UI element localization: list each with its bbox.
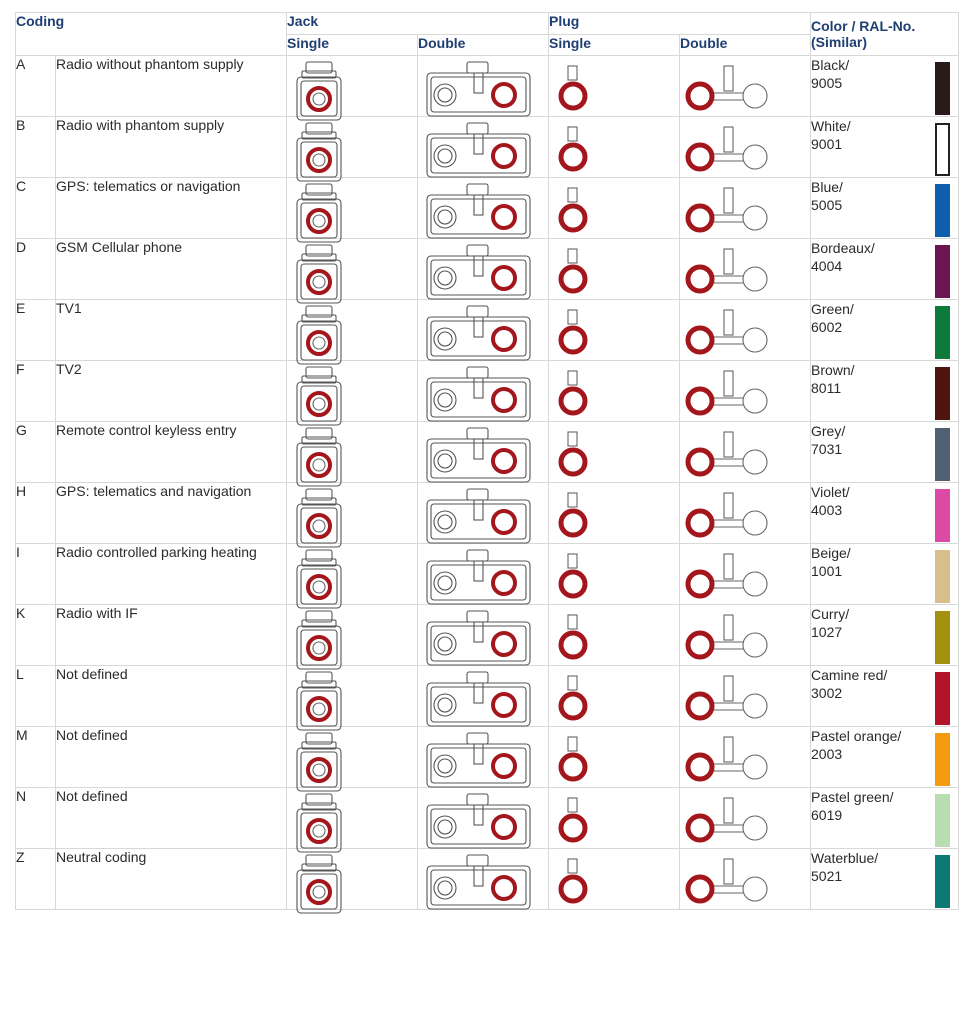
color-name: Green/ [811, 301, 854, 317]
jack-double-cell [418, 483, 549, 544]
plug-single-cell [549, 361, 680, 422]
coding-description: Neutral coding [56, 849, 287, 910]
plug-single-icon [549, 178, 680, 246]
table-row [16, 666, 959, 727]
plug-double-icon [680, 788, 811, 856]
jack-single-cell [287, 666, 418, 727]
table-row [16, 422, 959, 483]
color-swatch [935, 306, 950, 359]
plug-double-cell [680, 117, 811, 178]
color-name: Waterblue/ [811, 850, 879, 866]
header-plug-double: Double [680, 35, 811, 56]
coding-description: Remote control keyless entry [56, 422, 287, 483]
ral-number: 6002 [811, 319, 843, 335]
plug-single-cell [549, 300, 680, 361]
plug-single-cell [549, 117, 680, 178]
coding-letter: L [16, 666, 56, 727]
coding-letter: C [16, 178, 56, 239]
coding-description: GPS: telematics or navigation [56, 178, 287, 239]
ral-number: 8011 [811, 380, 842, 396]
jack-double-cell [418, 300, 549, 361]
plug-double-cell [680, 56, 811, 117]
color-name: Bordeaux/ [811, 240, 875, 256]
color-swatch [935, 733, 950, 786]
header-color-title: Color / RAL-No. [811, 18, 916, 34]
color-swatch [935, 123, 950, 176]
color-name: Grey/ [811, 423, 846, 439]
color-cell [811, 422, 959, 483]
color-cell [811, 239, 959, 300]
jack-single-cell [287, 117, 418, 178]
jack-double-icon [418, 849, 549, 917]
jack-single-icon [287, 56, 418, 124]
header-jack-single: Single [287, 35, 418, 56]
jack-double-icon [418, 361, 549, 429]
jack-single-icon [287, 483, 418, 551]
color-cell [811, 300, 959, 361]
plug-single-icon [549, 300, 680, 368]
jack-single-cell [287, 483, 418, 544]
plug-single-cell [549, 422, 680, 483]
color-name: Camine red/ [811, 667, 888, 683]
jack-single-cell [287, 788, 418, 849]
table-row [16, 849, 959, 910]
plug-double-cell [680, 361, 811, 422]
jack-single-icon [287, 239, 418, 307]
color-swatch [935, 367, 950, 420]
color-swatch [935, 672, 950, 725]
header-plug-single: Single [549, 35, 680, 56]
plug-double-cell [680, 666, 811, 727]
coding-description: Radio without phantom supply [56, 56, 287, 117]
coding-description: Not defined [56, 666, 287, 727]
jack-single-icon [287, 788, 418, 856]
color-swatch [935, 489, 950, 542]
table-row [16, 178, 959, 239]
coding-description: Not defined [56, 788, 287, 849]
table-row [16, 117, 959, 178]
color-name: Pastel green/ [811, 789, 894, 805]
jack-double-icon [418, 422, 549, 490]
color-name: Black/ [811, 57, 850, 73]
jack-single-cell [287, 239, 418, 300]
coding-description: Radio with IF [56, 605, 287, 666]
jack-double-icon [418, 117, 549, 185]
coding-letter: I [16, 544, 56, 605]
plug-double-cell [680, 544, 811, 605]
header-coding: Coding [16, 13, 287, 56]
jack-double-cell [418, 788, 549, 849]
color-swatch [935, 62, 950, 115]
plug-single-icon [549, 117, 680, 185]
color-swatch [935, 550, 950, 603]
ral-number: 5021 [811, 868, 843, 884]
jack-single-icon [287, 300, 418, 368]
jack-single-icon [287, 178, 418, 246]
color-name: Blue/ [811, 179, 843, 195]
coding-letter: B [16, 117, 56, 178]
jack-double-icon [418, 300, 549, 368]
jack-double-icon [418, 239, 549, 307]
plug-double-cell [680, 239, 811, 300]
table-row [16, 727, 959, 788]
color-cell [811, 666, 959, 727]
plug-double-icon [680, 178, 811, 246]
plug-single-cell [549, 788, 680, 849]
jack-double-cell [418, 178, 549, 239]
coding-table-body [16, 56, 959, 910]
plug-single-cell [549, 239, 680, 300]
coding-letter: Z [16, 849, 56, 910]
jack-single-cell [287, 727, 418, 788]
color-cell [811, 56, 959, 117]
coding-letter: K [16, 605, 56, 666]
color-swatch [935, 611, 950, 664]
plug-double-cell [680, 727, 811, 788]
plug-single-icon [549, 422, 680, 490]
ral-number: 4003 [811, 502, 843, 518]
color-name: Curry/ [811, 606, 850, 622]
plug-single-icon [549, 544, 680, 612]
coding-letter: N [16, 788, 56, 849]
plug-single-cell [549, 727, 680, 788]
coding-letter: G [16, 422, 56, 483]
jack-double-icon [418, 727, 549, 795]
plug-double-icon [680, 422, 811, 490]
coding-letter: F [16, 361, 56, 422]
coding-description: GSM Cellular phone [56, 239, 287, 300]
plug-single-cell [549, 666, 680, 727]
color-swatch [935, 855, 950, 908]
table-row [16, 56, 959, 117]
jack-single-cell [287, 422, 418, 483]
plug-double-icon [680, 727, 811, 795]
plug-single-icon [549, 788, 680, 856]
plug-double-cell [680, 605, 811, 666]
jack-double-cell [418, 361, 549, 422]
ral-number: 1001 [811, 563, 843, 579]
color-swatch [935, 245, 950, 298]
color-swatch [935, 184, 950, 237]
color-name: Brown/ [811, 362, 855, 378]
header-jack-double: Double [418, 35, 549, 56]
color-cell [811, 483, 959, 544]
color-cell [811, 605, 959, 666]
coding-description: Radio with phantom supply [56, 117, 287, 178]
jack-single-cell [287, 178, 418, 239]
header-color-subtitle: (Similar) [811, 34, 868, 50]
jack-double-icon [418, 56, 549, 124]
plug-double-icon [680, 117, 811, 185]
jack-double-cell [418, 605, 549, 666]
coding-letter: D [16, 239, 56, 300]
color-name: Violet/ [811, 484, 850, 500]
jack-double-cell [418, 239, 549, 300]
jack-double-cell [418, 56, 549, 117]
coding-letter: A [16, 56, 56, 117]
header-color [811, 13, 959, 56]
ral-number: 9001 [811, 136, 843, 152]
jack-double-icon [418, 788, 549, 856]
coding-letter: H [16, 483, 56, 544]
color-swatch [935, 428, 950, 481]
ral-number: 4004 [811, 258, 843, 274]
ral-number: 6019 [811, 807, 843, 823]
coding-description: TV2 [56, 361, 287, 422]
plug-double-icon [680, 300, 811, 368]
color-cell [811, 178, 959, 239]
color-name: White/ [811, 118, 851, 134]
jack-double-icon [418, 605, 549, 673]
jack-single-cell [287, 849, 418, 910]
table-row [16, 544, 959, 605]
jack-single-icon [287, 361, 418, 429]
color-name: Beige/ [811, 545, 851, 561]
jack-double-icon [418, 483, 549, 551]
header-plug: Plug [549, 13, 811, 35]
table-row [16, 605, 959, 666]
plug-double-icon [680, 239, 811, 307]
plug-single-icon [549, 361, 680, 429]
jack-single-icon [287, 422, 418, 490]
plug-double-icon [680, 483, 811, 551]
plug-double-cell [680, 483, 811, 544]
plug-single-cell [549, 483, 680, 544]
jack-double-cell [418, 544, 549, 605]
ral-number: 2003 [811, 746, 843, 762]
plug-double-icon [680, 849, 811, 917]
jack-double-icon [418, 544, 549, 612]
ral-number: 7031 [811, 441, 843, 457]
color-cell [811, 117, 959, 178]
table-row [16, 239, 959, 300]
color-cell [811, 361, 959, 422]
plug-double-icon [680, 56, 811, 124]
color-cell [811, 727, 959, 788]
jack-single-cell [287, 300, 418, 361]
jack-double-icon [418, 666, 549, 734]
plug-single-icon [549, 239, 680, 307]
plug-single-icon [549, 56, 680, 124]
jack-single-icon [287, 117, 418, 185]
jack-double-cell [418, 727, 549, 788]
plug-double-cell [680, 849, 811, 910]
color-cell [811, 849, 959, 910]
coding-letter: E [16, 300, 56, 361]
plug-double-icon [680, 544, 811, 612]
plug-single-cell [549, 178, 680, 239]
plug-single-icon [549, 666, 680, 734]
coding-description: Radio controlled parking heating [56, 544, 287, 605]
coding-letter: M [16, 727, 56, 788]
color-swatch [935, 794, 950, 847]
plug-double-icon [680, 361, 811, 429]
coding-description: TV1 [56, 300, 287, 361]
plug-single-cell [549, 544, 680, 605]
jack-single-cell [287, 361, 418, 422]
table-row [16, 300, 959, 361]
color-name: Pastel orange/ [811, 728, 902, 744]
jack-single-icon [287, 605, 418, 673]
jack-single-cell [287, 544, 418, 605]
jack-single-icon [287, 666, 418, 734]
coding-table [15, 12, 959, 910]
jack-double-cell [418, 666, 549, 727]
jack-single-cell [287, 605, 418, 666]
table-row [16, 483, 959, 544]
ral-number: 3002 [811, 685, 843, 701]
ral-number: 1027 [811, 624, 843, 640]
jack-double-cell [418, 117, 549, 178]
jack-single-icon [287, 849, 418, 917]
plug-double-cell [680, 300, 811, 361]
plug-double-cell [680, 422, 811, 483]
coding-description: GPS: telematics and navigation [56, 483, 287, 544]
plug-single-icon [549, 727, 680, 795]
plug-single-cell [549, 56, 680, 117]
jack-single-icon [287, 544, 418, 612]
jack-single-icon [287, 727, 418, 795]
jack-double-cell [418, 849, 549, 910]
plug-double-icon [680, 666, 811, 734]
color-cell [811, 544, 959, 605]
table-row [16, 361, 959, 422]
ral-number: 5005 [811, 197, 843, 213]
table-row [16, 788, 959, 849]
plug-double-cell [680, 788, 811, 849]
plug-single-icon [549, 849, 680, 917]
ral-number: 9005 [811, 75, 843, 91]
color-cell [811, 788, 959, 849]
plug-single-cell [549, 605, 680, 666]
plug-single-icon [549, 605, 680, 673]
plug-double-icon [680, 605, 811, 673]
header-jack: Jack [287, 13, 549, 35]
plug-single-cell [549, 849, 680, 910]
jack-single-cell [287, 56, 418, 117]
jack-double-cell [418, 422, 549, 483]
coding-description: Not defined [56, 727, 287, 788]
plug-double-cell [680, 178, 811, 239]
plug-single-icon [549, 483, 680, 551]
jack-double-icon [418, 178, 549, 246]
